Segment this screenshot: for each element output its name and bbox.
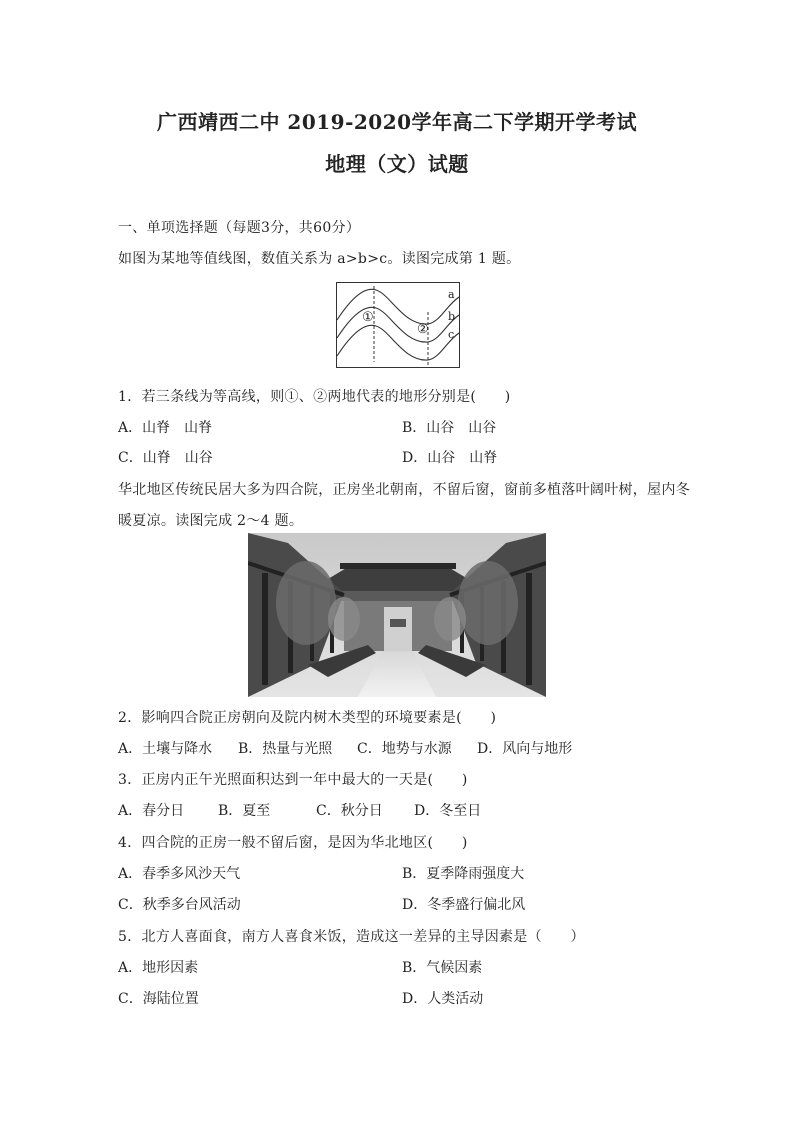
q3-option-d: D．冬至日	[414, 803, 482, 819]
q1-option-d: D．山谷 山脊	[402, 450, 498, 466]
contour-label-c: c	[448, 328, 455, 341]
q1-option-c: C．山脊 山谷	[118, 450, 213, 466]
question-5-stem: 5．北方人喜面食，南方人喜食米饭，造成这一差异的主导因素是（ ）	[118, 929, 585, 945]
q2-option-b: B．热量与光照	[238, 741, 333, 757]
q4-option-d: D．冬季盛行偏北风	[402, 897, 526, 913]
q4-option-a: A．春季多风沙天气	[118, 866, 241, 882]
contour-label-b: b	[448, 310, 456, 323]
point-2-marker: ②	[417, 322, 429, 337]
question-1-stem: 1．若三条线为等高线，则①、②两地代表的地形分别是( )	[118, 389, 511, 405]
page-subtitle: 地理（文）试题	[325, 152, 469, 176]
intro-text-2-line-2: 暖夏凉。读图完成 2～4 题。	[118, 513, 304, 529]
q5-option-a: A．地形因素	[118, 960, 199, 976]
page-title: 广西靖西二中 2019-2020学年高二下学期开学考试	[156, 110, 638, 134]
q3-option-a: A．春分日	[118, 803, 185, 819]
intro-text-1: 如图为某地等值线图，数值关系为 a>b>c。读图完成第 1 题。	[118, 251, 521, 267]
q4-option-c: C．秋季多台风活动	[118, 897, 241, 913]
contour-map-figure	[336, 282, 460, 368]
siheyuan-courtyard-photo	[248, 533, 546, 697]
question-3-stem: 3．正房内正午光照面积达到一年中最大的一天是( )	[118, 772, 468, 788]
q5-option-b: B．气候因素	[402, 960, 483, 976]
q1-option-b: B．山谷 山谷	[402, 420, 497, 436]
question-4-stem: 4．四合院的正房一般不留后窗，是因为华北地区( )	[118, 835, 468, 851]
intro-text-2-line-1: 华北地区传统民居大多为四合院，正房坐北朝南，不留后窗，窗前多植落叶阔叶树，屋内冬	[118, 482, 690, 498]
q4-option-b: B．夏季降雨强度大	[402, 866, 525, 882]
q1-option-a: A．山脊 山脊	[118, 420, 213, 436]
contour-label-a: a	[448, 288, 455, 301]
q5-option-c: C．海陆位置	[118, 991, 199, 1007]
q3-option-b: B．夏至	[218, 803, 271, 819]
question-2-stem: 2．影响四合院正房朝向及院内树木类型的环境要素是( )	[118, 710, 497, 726]
q2-option-c: C．地势与水源	[357, 741, 452, 757]
q2-option-a: A．土壤与降水	[118, 741, 213, 757]
section-heading: 一、单项选择题（每题3分，共60分）	[118, 220, 361, 236]
q3-option-c: C．秋分日	[316, 803, 383, 819]
q5-option-d: D．人类活动	[402, 991, 484, 1007]
point-1-marker: ①	[362, 310, 374, 325]
q2-option-d: D．风向与地形	[477, 741, 573, 757]
